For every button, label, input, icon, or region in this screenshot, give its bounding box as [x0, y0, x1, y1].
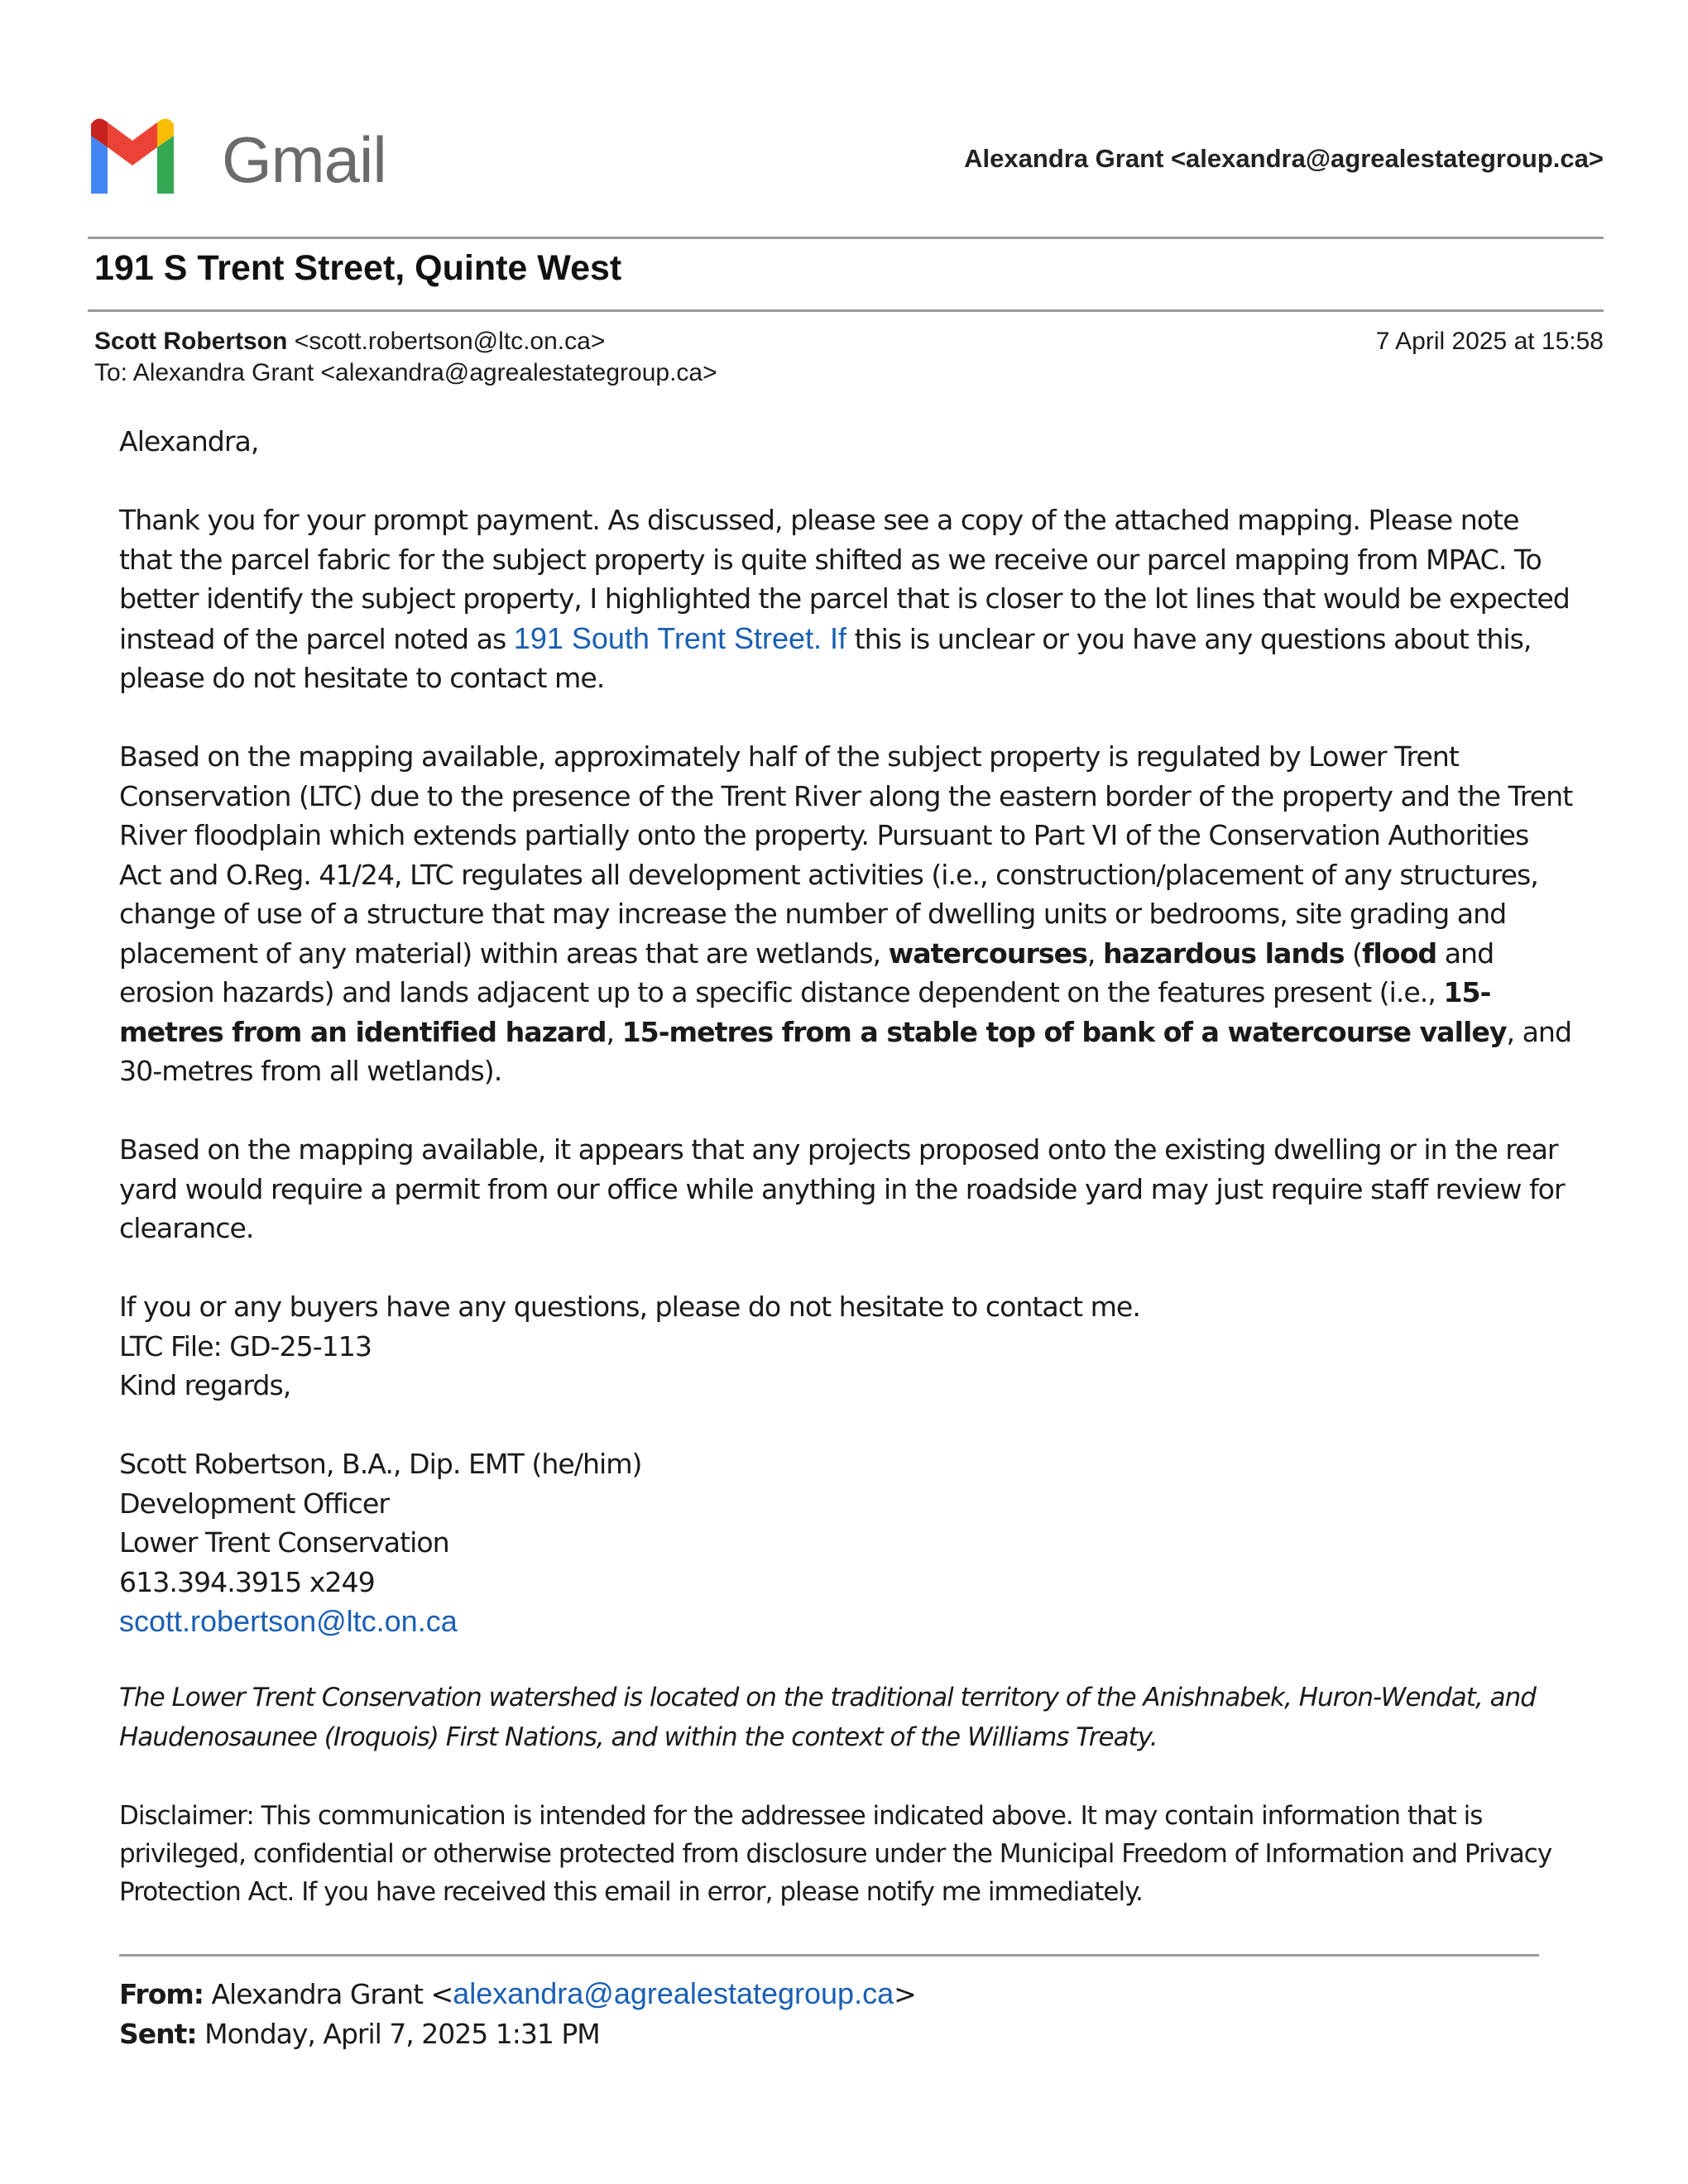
- quoted-header: [119, 1974, 916, 2054]
- signature-title: Development Officer: [119, 1487, 389, 1520]
- signature-email: [119, 1602, 1575, 1642]
- account-label: Alexandra Grant <alexandra@agrealestategroup.ca>: [964, 144, 1604, 173]
- paragraph-1: Thank you for your prompt payment. As discussed, please see a copy of the attached mapping. Please note that the parcel fabric for the subject property is quite shifted as we receive our parcel mapping from MPAC. To better identify the subject property, I highlighted the parcel that is closer to the lot lines that would be expected instead of the parcel noted as 191 South Trent Street. If this is unclear or you have any questions about this, please do not hesitate to contact me.: [119, 504, 1570, 694]
- paragraph-3: Based on the mapping available, it appears that any projects proposed onto the existing dwelling or in the rear yard would require a permit from our office while anything in the roadside yard may just require staff review for clearance.: [119, 1133, 1565, 1244]
- signature-email-link[interactable]: scott.robertson@ltc.on.ca: [119, 1604, 458, 1638]
- closing: Kind regards,: [119, 1369, 291, 1401]
- quoted-from-email-link[interactable]: alexandra@agrealestategroup.ca: [453, 1976, 894, 2010]
- message-body: [119, 422, 1575, 1950]
- signature-name: Scott Robertson, B.A., Dip. EMT (he/him): [119, 1448, 642, 1480]
- gmail-logo-icon: [84, 114, 180, 194]
- gmail-header: [84, 114, 1604, 197]
- disclaimer: Disclaimer: This communication is intended for the addressee indicated above. It may contain information that is privileged, confidential or otherwise protected from disclosure under the Municipal Freedom of Information and Privacy Protection Act. If you have received this email in error, please notify me immediately.: [119, 1800, 1552, 1907]
- signature-org: Lower Trent Conservation: [119, 1526, 449, 1559]
- divider: [88, 309, 1604, 312]
- sender-name: Scott Robertson: [94, 328, 288, 355]
- quote-divider: [119, 1954, 1539, 1956]
- recipient-line: To: Alexandra Grant <alexandra@agrealestategroup.ca>: [94, 359, 717, 386]
- signature-phone: 613.394.3915 x249: [119, 1565, 375, 1598]
- gmail-wordmark: Gmail: [222, 123, 386, 196]
- land-acknowledgement: The Lower Trent Conservation watershed is located on the traditional territory of the Anishnabek, Huron-Wendat, and Haudenosaunee (Iroquois) First Nations, and within the context of the Williams Treaty.: [119, 1683, 1536, 1752]
- email-date: 7 April 2025 at 15:58: [1375, 328, 1604, 355]
- paragraph-4: If you or any buyers have any questions, please do not hesitate to contact me.: [119, 1291, 1140, 1323]
- sender-email: <scott.robertson@ltc.on.ca>: [294, 328, 606, 355]
- file-reference: LTC File: GD-25-113: [119, 1329, 372, 1363]
- quoted-sent: Sent: Monday, April 7, 2025 1:31 PM: [119, 2018, 600, 2050]
- greeting: Alexandra,: [119, 425, 259, 457]
- address-link[interactable]: 191 South Trent Street. If: [513, 620, 847, 655]
- sender-line: [94, 328, 605, 356]
- quoted-from: From: Alexandra Grant <alexandra@agrealestategroup.ca>: [119, 1976, 916, 2010]
- paragraph-2: Based on the mapping available, approximately half of the subject property is regulated by Lower Trent Conservation (LTC) due to the presence of the Trent River along the eastern border of the property and the Trent River floodplain which extends partially onto the property. Pursuant to Part VI of the Conservation Authorities Act and O.Reg. 41/24, LTC regulates all development activities (i.e., construction/placement of any structures, change of use of a structure that may increase the number of dwelling units or bedrooms, site grading and placement of any material) within areas that are wetlands, watercourses, hazardous lands (flood and erosion hazards) and lands adjacent up to a specific distance dependent on the features present (i.e., 15-metres from an identified hazard, 15-metres from a stable top of bank of a watercourse valley, and 30-metres from all wetlands).: [119, 740, 1573, 1087]
- divider: [88, 237, 1604, 239]
- email-subject: 191 S Trent Street, Quinte West: [94, 248, 622, 288]
